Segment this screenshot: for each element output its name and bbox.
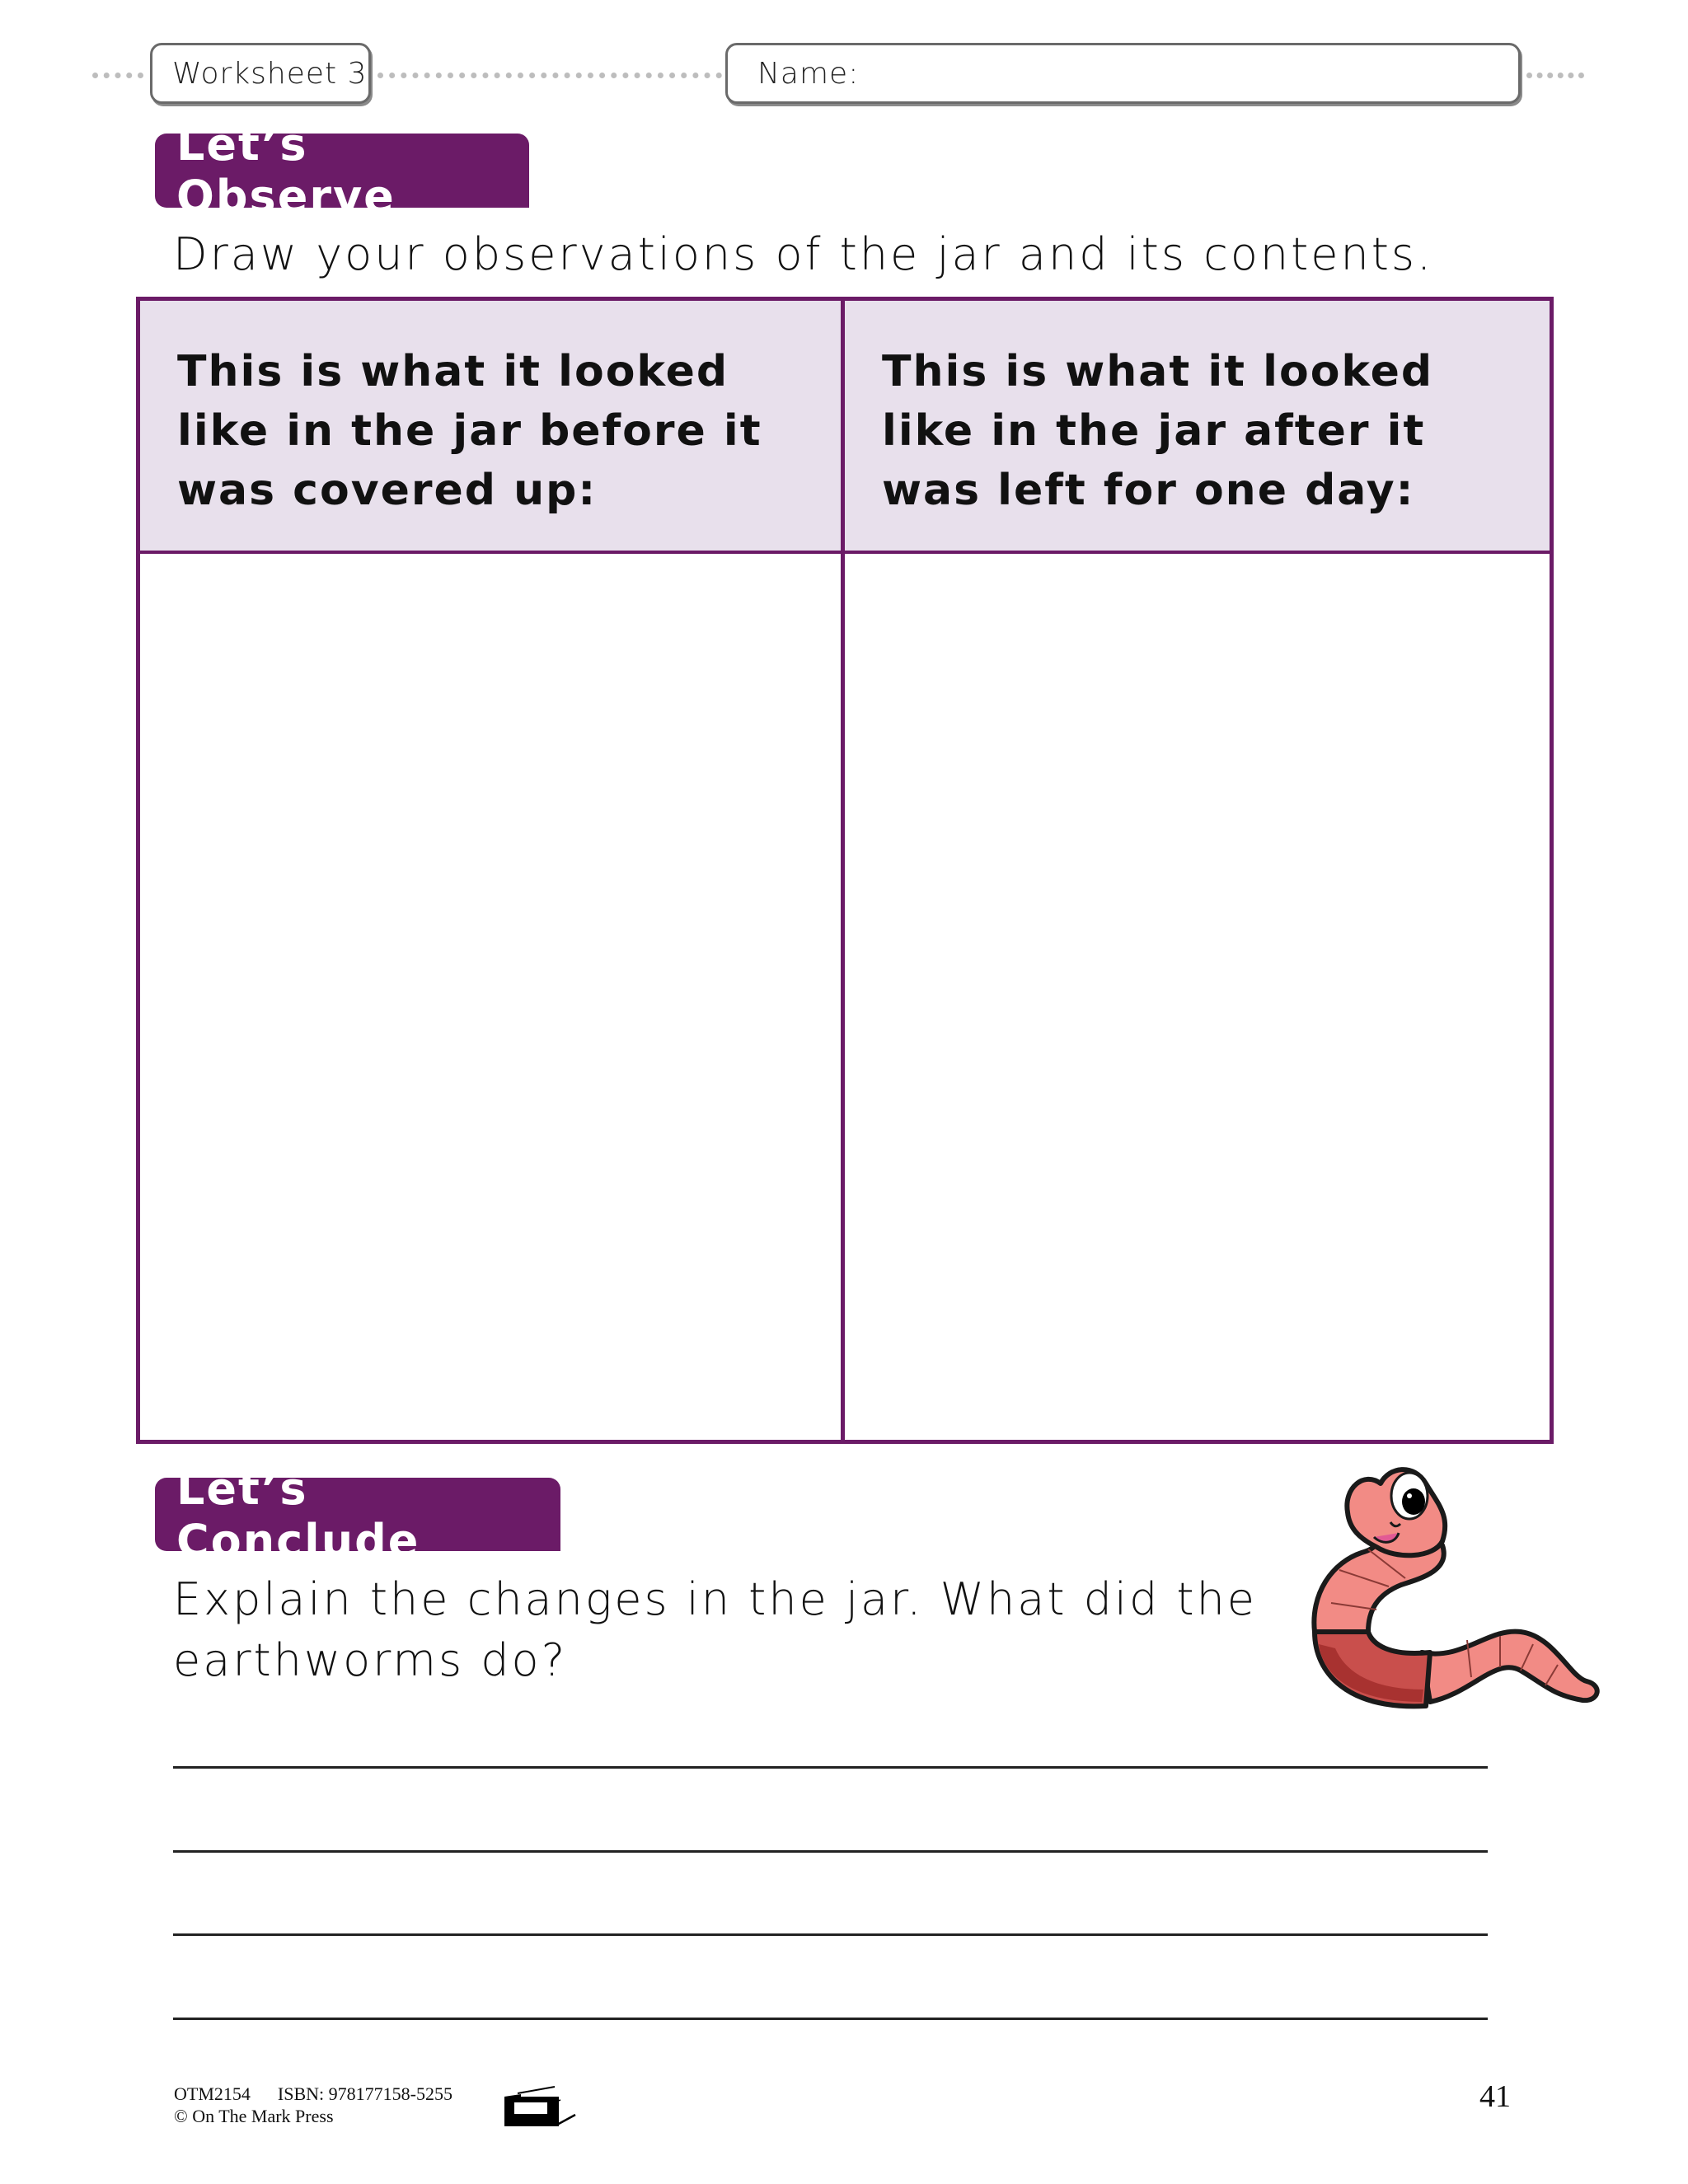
table-header-before: This is what it looked like in the jar before it was covered up: [140, 301, 845, 554]
dotted-rule-middle [377, 73, 722, 78]
dotted-rule-left [92, 73, 143, 78]
drawing-area-after[interactable] [845, 554, 1550, 1440]
observation-table [136, 297, 1554, 1444]
drawing-area-before[interactable] [140, 554, 845, 1440]
earthworm-icon [1298, 1455, 1603, 1739]
isbn: ISBN: 978177158-5255 [277, 2083, 452, 2104]
name-field[interactable] [725, 43, 1521, 104]
name-label: Name: [757, 56, 860, 91]
section-title-conclude-text: Let’s Conclude [176, 1462, 420, 1567]
conclude-question: Explain the changes in the jar. What did the earthworms do? [173, 1573, 1258, 1686]
worksheet-label-box [150, 43, 371, 104]
answer-line-4[interactable] [173, 2018, 1488, 2020]
answer-line-3[interactable] [173, 1933, 1488, 1936]
earthworm-illustration [1298, 1455, 1603, 1739]
section-title-observe-text: Let’s Observe [176, 119, 396, 223]
photocopier-icon [503, 2083, 581, 2130]
copyright: © On The Mark Press [174, 2106, 334, 2126]
footer-credits [174, 2083, 452, 2127]
section-title-conclude [155, 1462, 560, 1567]
worksheet-label: Worksheet 3 [172, 56, 368, 91]
table-header-after: This is what it looked like in the jar after it was left for one day: [845, 301, 1550, 554]
page-number: 41 [1479, 2079, 1511, 2114]
answer-line-1[interactable] [173, 1766, 1488, 1769]
section-title-observe [155, 119, 529, 223]
observe-instruction: Draw your observations of the jar and its contents. [173, 228, 1434, 280]
answer-line-2[interactable] [173, 1850, 1488, 1853]
product-code: OTM2154 [174, 2083, 251, 2104]
dotted-rule-right [1526, 73, 1584, 78]
